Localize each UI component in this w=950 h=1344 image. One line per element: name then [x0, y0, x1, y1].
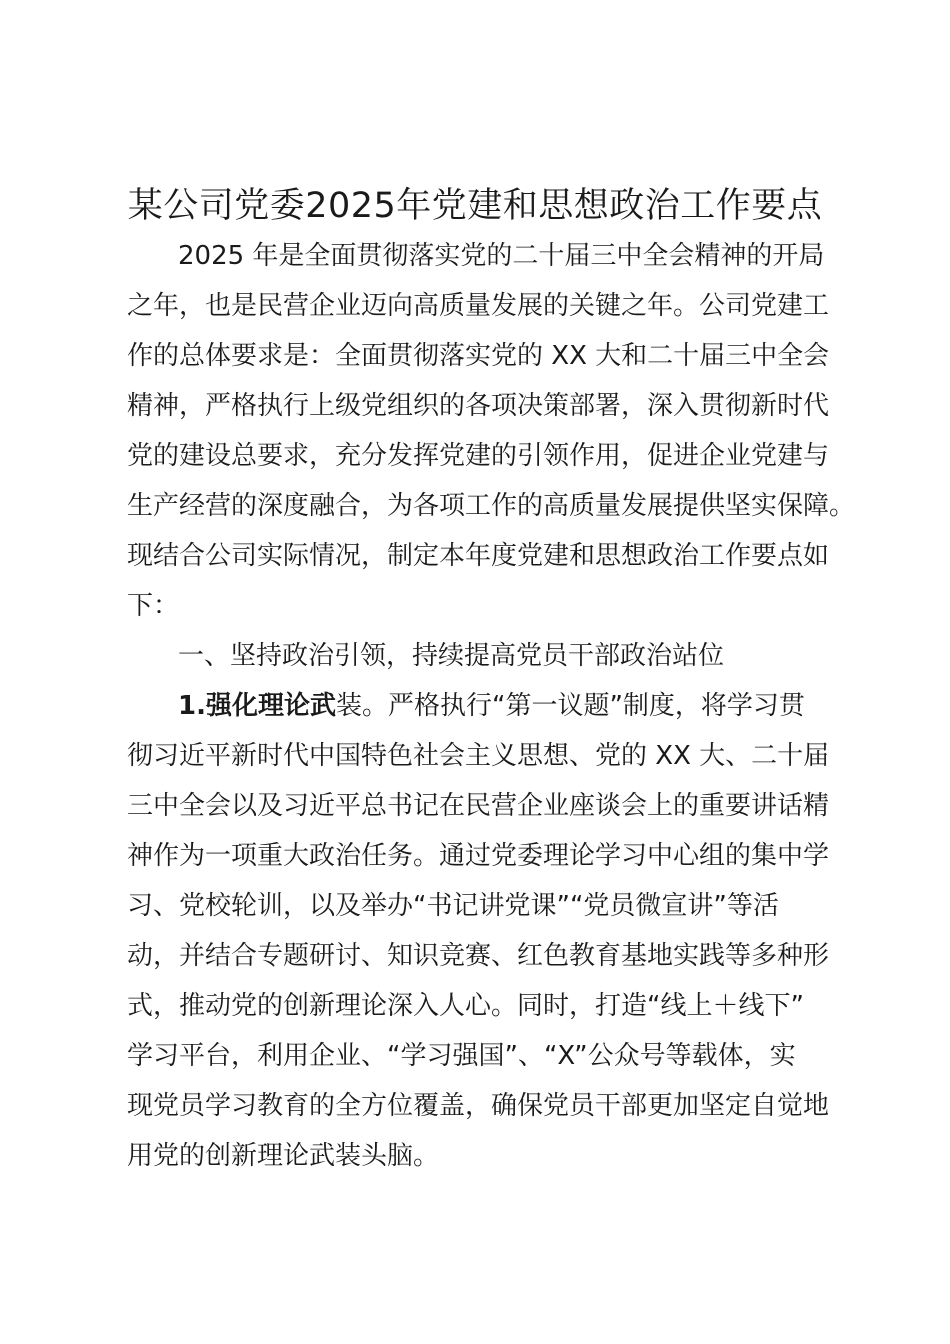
paragraph-line: 之年，也是民营企业迈向高质量发展的关键之年。公司党建工: [127, 291, 830, 321]
section-heading: 一、坚持政治引领，持续提高党员干部政治站位: [178, 641, 725, 671]
paragraph-line: 式，推动党的创新理论深入人心。同时，打造“线上＋线下”: [127, 991, 804, 1021]
paragraph-line: 2025 年是全面贯彻落实党的二十届三中全会精神的开局: [178, 241, 825, 271]
paragraph-line: 现结合公司实际情况，制定本年度党建和思想政治工作要点如: [127, 541, 830, 571]
paragraph-line: 下：: [127, 591, 180, 621]
paragraph-line: 动，并结合专题研讨、知识竞赛、红色教育基地实践等多种形: [127, 941, 830, 971]
paragraph-line: 精神，严格执行上级党组织的各项决策部署，深入贯彻新时代: [127, 391, 830, 421]
document-title: 某公司党委2025年党建和思想政治工作要点: [127, 186, 823, 226]
paragraph-line: 彻习近平新时代中国特色社会主义思想、党的 XX 大、二十届: [127, 741, 830, 771]
paragraph-line: 现党员学习教育的全方位覆盖，确保党员干部更加坚定自觉地: [127, 1091, 830, 1121]
paragraph-text: 装。严格执行“第一议题”制度，将学习贯: [335, 691, 805, 721]
paragraph-line: 作的总体要求是：全面贯彻落实党的 XX 大和二十届三中全会: [127, 341, 830, 371]
paragraph-line: 神作为一项重大政治任务。通过党委理论学习中心组的集中学: [127, 841, 830, 871]
paragraph-line: 生产经营的深度融合，为各项工作的高质量发展提供坚实保障。: [127, 491, 856, 521]
paragraph-line: 习、党校轮训，以及举办“书记讲党课”“党员微宣讲”等活: [127, 891, 779, 921]
subsection-heading: 1.强化理论武: [178, 691, 336, 721]
paragraph-line: 党的建设总要求，充分发挥党建的引领作用，促进企业党建与: [127, 441, 830, 471]
paragraph-line: 学习平台，利用企业、“学习强国”、“X”公众号等载体，实: [127, 1041, 796, 1071]
paragraph-line: 用党的创新理论武装头脑。: [127, 1141, 440, 1171]
paragraph-line: 三中全会以及习近平总书记在民营企业座谈会上的重要讲话精: [127, 791, 830, 821]
subsection-line: [178, 681, 950, 731]
